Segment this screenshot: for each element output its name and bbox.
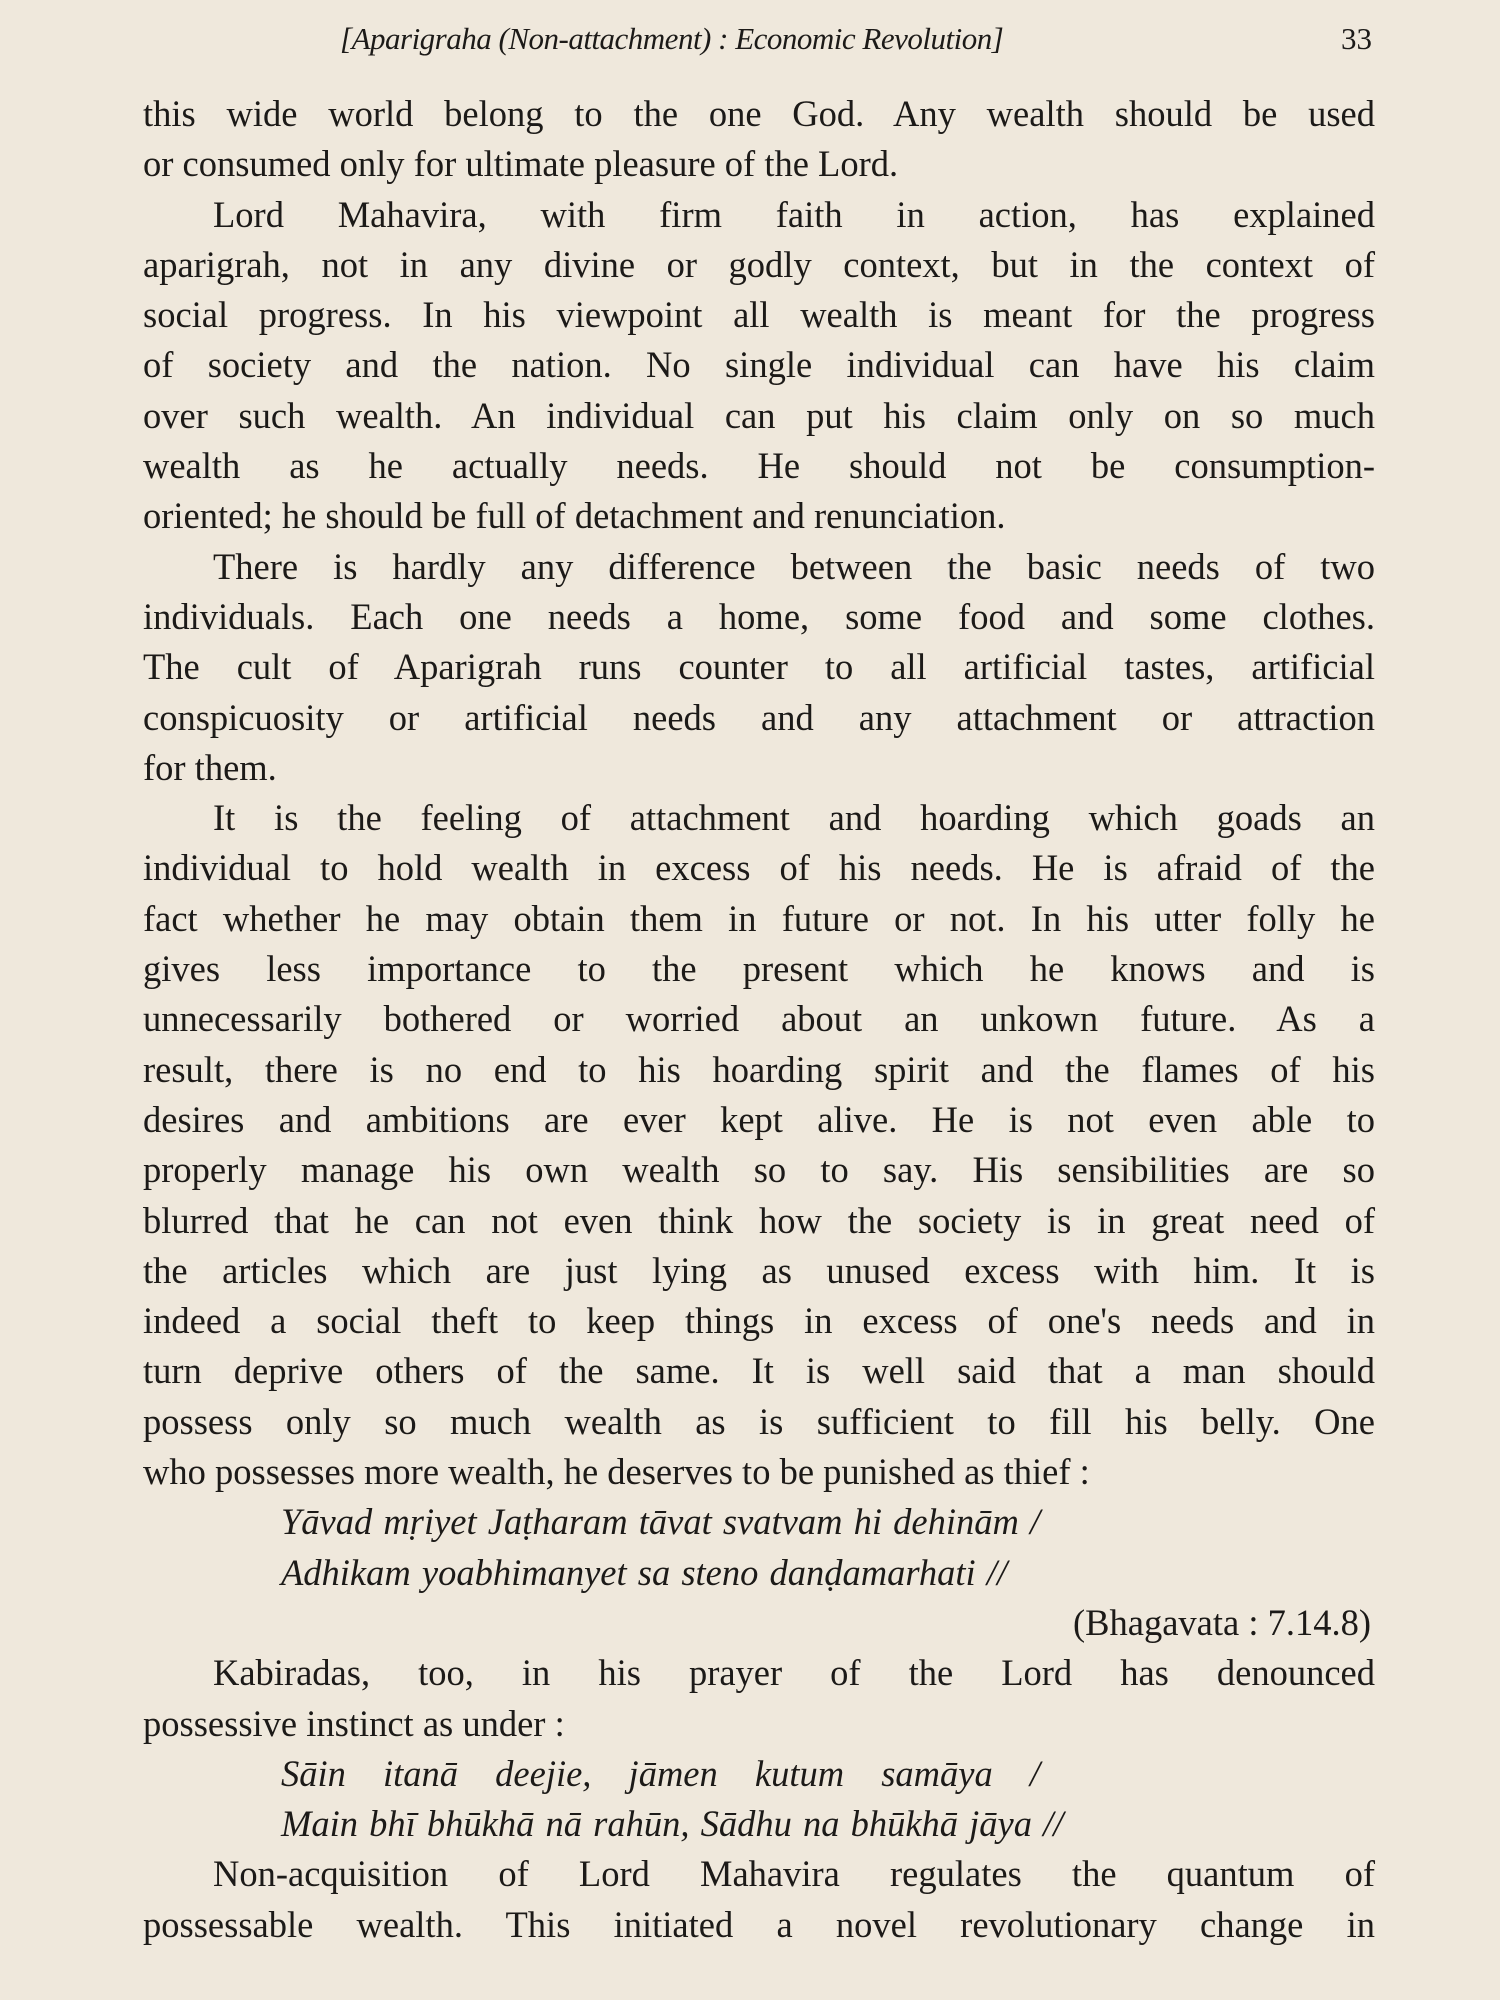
verse-line: Yāvad mṛiyet Jaṭharam tāvat svatvam hi dehinām /	[281, 1501, 1041, 1543]
verse-block	[143, 1497, 1375, 1598]
paragraph	[143, 1648, 1375, 1749]
verse-block	[143, 1749, 1375, 1799]
text-line: conspicuosity or artificial needs and any attachment or attraction	[143, 696, 1375, 738]
text-line: wealth as he actually needs. He should not be consumption-	[143, 445, 1375, 487]
text-line: properly manage his own wealth so to say. His sensibilities are so	[143, 1149, 1375, 1191]
text-line: blurred that he can not even think how the society is in great need of	[143, 1199, 1375, 1241]
paragraph	[143, 1849, 1375, 1950]
text-line: aparigrah, not in any divine or godly context, but in the context of	[143, 243, 1375, 285]
text-line: It is the feeling of attachment and hoarding which goads an	[213, 797, 1375, 839]
text-line: turn deprive others of the same. It is well said that a man should	[143, 1350, 1375, 1392]
text-line: unnecessarily bothered or worried about an unkown future. As a	[143, 998, 1375, 1040]
text-line: desires and ambitions are ever kept alive. He is not even able to	[143, 1098, 1375, 1140]
verse-line: Main bhī bhūkhā nā rahūn, Sādhu na bhūkhā jāya //	[281, 1803, 1064, 1845]
text-line: or consumed only for ultimate pleasure of the Lord.	[143, 143, 899, 185]
verse-block	[143, 1799, 1375, 1849]
citation-text: (Bhagavata : 7.14.8)	[1073, 1601, 1371, 1643]
verse-line: Sāin itanā deejie, jāmen kutum samāya /	[281, 1752, 1040, 1794]
text-line: fact whether he may obtain them in future or not. In his utter folly he	[143, 897, 1375, 939]
paragraph	[143, 190, 1375, 542]
text-line: this wide world belong to the one God. Any wealth should be used	[143, 93, 1375, 134]
text-line: result, there is no end to his hoarding spirit and the flames of his	[143, 1048, 1375, 1090]
page-body-text	[143, 89, 1375, 1950]
text-line: individuals. Each one needs a home, some food and some clothes.	[143, 595, 1375, 637]
text-line: over such wealth. An individual can put his claim only on so much	[143, 394, 1375, 436]
text-line: social progress. In his viewpoint all wealth is meant for the progress	[143, 294, 1375, 336]
text-line: There is hardly any difference between the basic needs of two	[213, 545, 1375, 587]
running-title: [Aparigraha (Non-attachment) : Economic Revolution]	[340, 21, 1004, 56]
text-line: Lord Mahavira, with firm faith in action, has explained	[213, 193, 1375, 235]
text-line: The cult of Aparigrah runs counter to all artificial tastes, artificial	[143, 646, 1375, 688]
paragraph	[143, 89, 1375, 190]
text-line: possessable wealth. This initiated a novel revolutionary change in	[143, 1903, 1375, 1945]
verse-line: Adhikam yoabhimanyet sa steno danḍamarhati //	[281, 1551, 1008, 1593]
running-header	[340, 14, 1380, 64]
text-line: possess only so much wealth as is sufficient to fill his belly. One	[143, 1400, 1375, 1442]
text-line: possessive instinct as under :	[143, 1702, 565, 1744]
paragraph	[143, 542, 1375, 793]
text-line: Non-acquisition of Lord Mahavira regulates the quantum of	[213, 1853, 1375, 1895]
text-line: indeed a social theft to keep things in excess of one's needs and in	[143, 1300, 1375, 1342]
text-line: oriented; he should be full of detachment and renunciation.	[143, 495, 1006, 537]
citation	[143, 1598, 1375, 1648]
text-line: who possesses more wealth, he deserves to be punished as thief :	[143, 1451, 1090, 1493]
text-line: Kabiradas, too, in his prayer of the Lord has denounced	[213, 1652, 1375, 1694]
text-line: individual to hold wealth in excess of his needs. He is afraid of the	[143, 847, 1375, 889]
text-line: gives less importance to the present which he knows and is	[143, 948, 1375, 990]
page-number: 33	[1341, 21, 1372, 56]
text-line: of society and the nation. No single individual can have his claim	[143, 344, 1375, 386]
text-line: for them.	[143, 746, 277, 788]
text-line: the articles which are just lying as unused excess with him. It is	[143, 1249, 1375, 1291]
paragraph	[143, 793, 1375, 1497]
